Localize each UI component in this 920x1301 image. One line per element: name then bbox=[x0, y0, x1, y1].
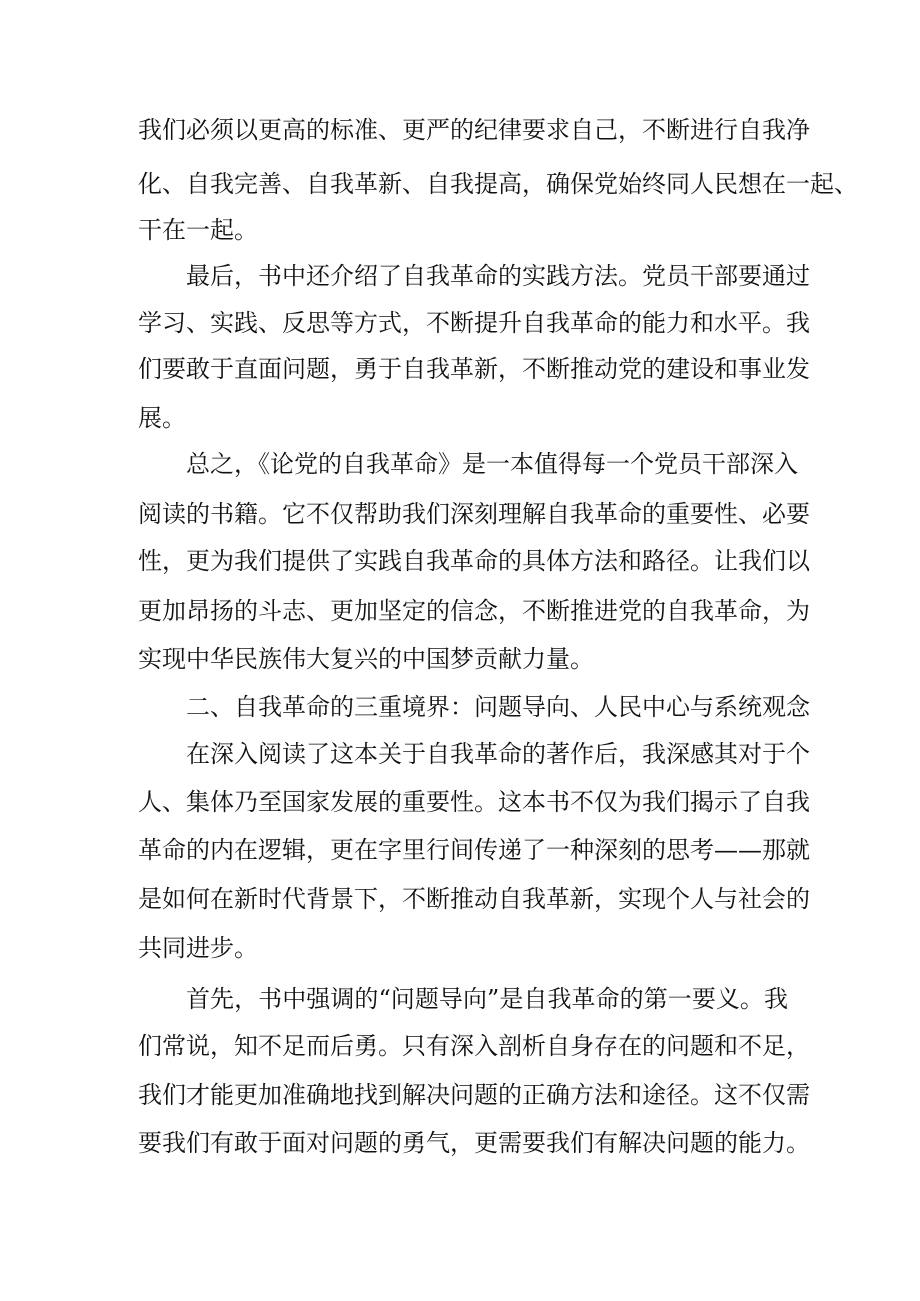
paragraph-line: 干在一起。 bbox=[138, 216, 258, 244]
paragraph-line: 们常说，知不足而后勇。只有深入剖析自身存在的问题和不足， bbox=[138, 1032, 810, 1060]
paragraph-line: 们要敢于直面问题，勇于自我革新，不断推动党的建设和事业发 bbox=[138, 355, 810, 383]
paragraph-line: 首先，书中强调的“问题导向”是自我革命的第一要义。我 bbox=[186, 985, 788, 1013]
paragraph-line: 展。 bbox=[138, 404, 186, 432]
paragraph-line: 最后，书中还介绍了自我革命的实践方法。党员干部要通过 bbox=[186, 262, 810, 290]
paragraph-line: 化、自我完善、自我革新、自我提高，确保党始终同人民想在一起、 bbox=[138, 170, 858, 198]
paragraph-line: 要我们有敢于面对问题的勇气，更需要我们有解决问题的能力。 bbox=[138, 1129, 810, 1157]
paragraph-line: 更加昂扬的斗志、更加坚定的信念，不断推进党的自我革命，为 bbox=[138, 597, 810, 625]
paragraph-line: 我们才能更加准确地找到解决问题的正确方法和途径。这不仅需 bbox=[138, 1081, 810, 1109]
paragraph-line: 阅读的书籍。它不仅帮助我们深刻理解自我革命的重要性、必要 bbox=[138, 500, 810, 528]
paragraph-line: 革命的内在逻辑，更在字里行间传递了一种深刻的思考——那就 bbox=[138, 836, 810, 864]
paragraph-line: 实现中华民族伟大复兴的中国梦贡献力量。 bbox=[138, 645, 594, 673]
paragraph-line: 我们必须以更高的标准、更严的纪律要求自己，不断进行自我净 bbox=[138, 116, 810, 144]
section-heading: 二、自我革命的三重境界：问题导向、人民中心与系统观念 bbox=[186, 693, 810, 721]
paragraph-line: 人、集体乃至国家发展的重要性。这本书不仅为我们揭示了自我 bbox=[138, 788, 810, 816]
paragraph-line: 性，更为我们提供了实践自我革命的具体方法和路径。让我们以 bbox=[138, 547, 810, 575]
paragraph-line: 总之，《论党的自我革命》是一本值得每一个党员干部深入 bbox=[186, 450, 798, 478]
paragraph-line: 是如何在新时代背景下，不断推动自我革新，实现个人与社会的 bbox=[138, 885, 810, 913]
paragraph-line: 共同进步。 bbox=[138, 934, 258, 962]
paragraph-line: 学习、实践、反思等方式，不断提升自我革命的能力和水平。我 bbox=[138, 309, 810, 337]
paragraph-line: 在深入阅读了这本关于自我革命的著作后，我深感其对于个 bbox=[186, 740, 810, 768]
